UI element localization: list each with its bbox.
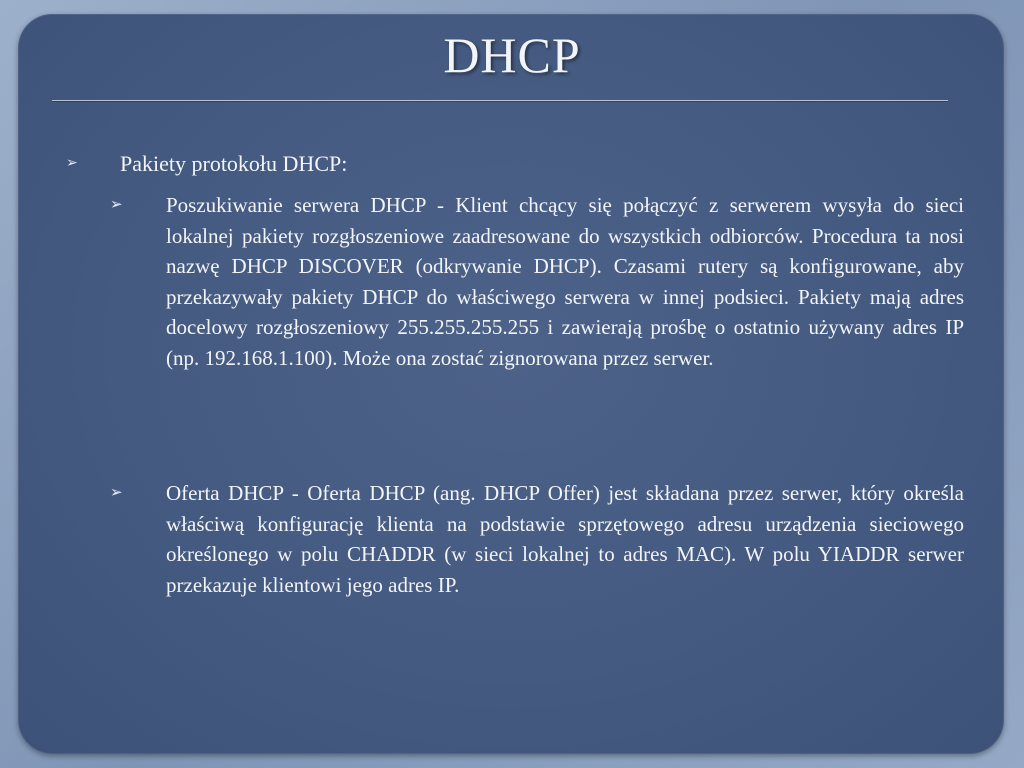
bullet-text-discover: Poszukiwanie serwera DHCP - Klient chcący się połączyć z serwerem wysyła do sieci lokalnej pakiety rozgłoszeniowe zaadresowane do wszystkich odbiorców. Procedura ta nosi nazwę DHCP DISCOVER (odkrywanie DHCP). Czasami rutery są konfigurowane, aby przekazywały pakiety DHCP do właściwego serwera w innej podsieci. Pakiety mają adres docelowy rozgłoszeniowy 255.255.255.255 i zawierają prośbę o ostatnio używany adres IP (np. 192.168.1.100). Może ona zostać zignorowana przez serwer. [166,193,964,370]
slide-panel [18,14,1004,754]
bullet-text-offer: Oferta DHCP - Oferta DHCP (ang. DHCP Offer) jest składana przez serwer, który określa właściwą konfigurację klienta na podstawie sprzętowego adresu urządzenia sieciowego określonego w polu CHADDR (w sieci lokalnej to adres MAC). W polu YIADDR serwer przekazuje klientowi jego adres IP. [166,481,964,597]
bullet-heading: Pakiety protokołu DHCP: [120,151,348,176]
slide-title: DHCP [443,27,581,83]
title-divider [52,100,948,101]
arrow-bullet-icon: ➢ [110,485,123,501]
arrow-bullet-icon: ➢ [66,156,78,171]
arrow-bullet-icon: ➢ [110,197,123,213]
